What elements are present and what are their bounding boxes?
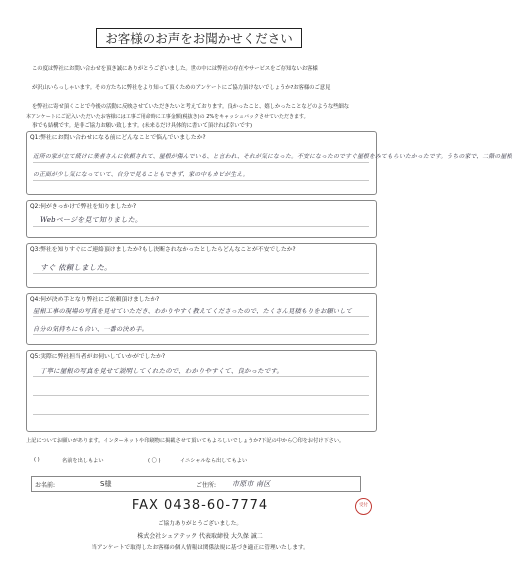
option-initial-label: イニシャルなら出してもよい — [180, 458, 248, 464]
reception-stamp: 受付 — [355, 498, 372, 515]
privacy-notice: 当アンケートで取得したお客様の個人情報は関係法規に基づき適正に管理いたします。 — [91, 545, 309, 551]
answer-1-line-1: 近所の家が立て続けに業者さんに依頼されて、屋根が傷んでいる、と言われ、それが気になった。不安になったのですぐ屋根をみてもらいたかったです。うちの家で、二階の屋根 — [33, 154, 512, 160]
fax-number: FAX 0438-60-7774 — [131, 498, 269, 513]
answer-line — [33, 376, 369, 377]
page-title: お客様のお声をお聞かせください — [96, 28, 302, 48]
option-name-label: 名前を出しもよい — [62, 458, 104, 464]
question-5: Q5:実際に弊社担当者がお伺いしていかがでしたか? — [30, 354, 166, 360]
publish-permission-note: 上記についてお願いがあります。インターネットや印刷物に掲載させて頂いてもよろしいでしょうか?下記の中から〇印をお付け下さい。 — [26, 438, 345, 444]
question-box-5 — [26, 350, 377, 432]
answer-line — [33, 162, 369, 163]
answer-5: 丁寧に屋根の写真を見せて説明してくれたので、わかりやすくて、良かったです。 — [40, 367, 284, 375]
answer-line — [33, 395, 369, 396]
answer-line — [33, 273, 369, 274]
name-label: お名前: — [35, 482, 56, 489]
intro-line: を弊社に寄せ頂くことで今後の活動に反映させていただきたいと考えております。良かったこと、嬉しかったことなどのような些細な — [32, 103, 350, 110]
answer-3: すぐ 依頼しました。 — [40, 263, 112, 272]
intro-line: 事でも結構です。是非ご協力お願い致します。(未来るだけ具体的に書いて頂ければ幸いです) — [32, 123, 253, 130]
company-name: 株式会社シェアテック 代表取締役 大久保 誠二 — [137, 533, 263, 540]
intro-line: が沢山いらっしゃいます。その方たちに弊社をより知って頂くためのアンケートにご協力頂けないでしょうか?お客様のご意見 — [32, 84, 331, 91]
answer-line — [33, 226, 369, 227]
answer-1-line-2: の正面が少し気になっていて、自分で見ることもできず、家の中もカビが生え。 — [33, 172, 249, 178]
intro-line: この度は弊社にお問い合わせを頂き誠にありがとうございました。世の中には弊社の存在やサービスをご存知ないお客様 — [32, 65, 318, 72]
name-value: S様 — [100, 480, 112, 488]
question-2: Q2:何がきっかけで弊社を知りましたか? — [30, 204, 137, 210]
answer-2: Webページを見て知りました。 — [40, 216, 143, 224]
thanks-text: ご協力ありがとうございました。 — [158, 521, 242, 527]
address-value: 市原市 南区 — [232, 480, 271, 488]
answer-4-line-1: 屋根工事の現場の写真を見せていただき、わかりやすく教えてくださったので、たくさん見積もりをお願いして — [33, 308, 352, 315]
answer-line — [33, 334, 369, 335]
question-1: Q1:弊社にお問い合わせになる前にどんなことで悩んでいましたか? — [30, 135, 206, 141]
option-name-bracket: ( ) — [34, 457, 40, 463]
question-3: Q3:弊社を知りすぐにご連絡頂けましたか?もし決断されなかったとしたらどんなことが不安でしたか? — [30, 247, 296, 253]
answer-line — [33, 414, 369, 415]
answer-4-line-2: 自分の気持ちにも合い、一番の決め手。 — [33, 326, 148, 333]
answer-line — [33, 316, 369, 317]
answer-line — [33, 180, 369, 181]
cashback-note: 本アンケートにご記入いただいたお客様には工事ご用命時に工事金額(税抜き)の 2%をキャッシュバックさせていただきます。 — [26, 114, 309, 120]
option-initial-bracket: ( 〇 ) — [148, 458, 161, 464]
question-4: Q4:何が決め手となり弊社にご依頼頂けましたか? — [30, 297, 160, 303]
intro-text — [32, 55, 368, 141]
address-label: ご住所: — [196, 482, 217, 489]
